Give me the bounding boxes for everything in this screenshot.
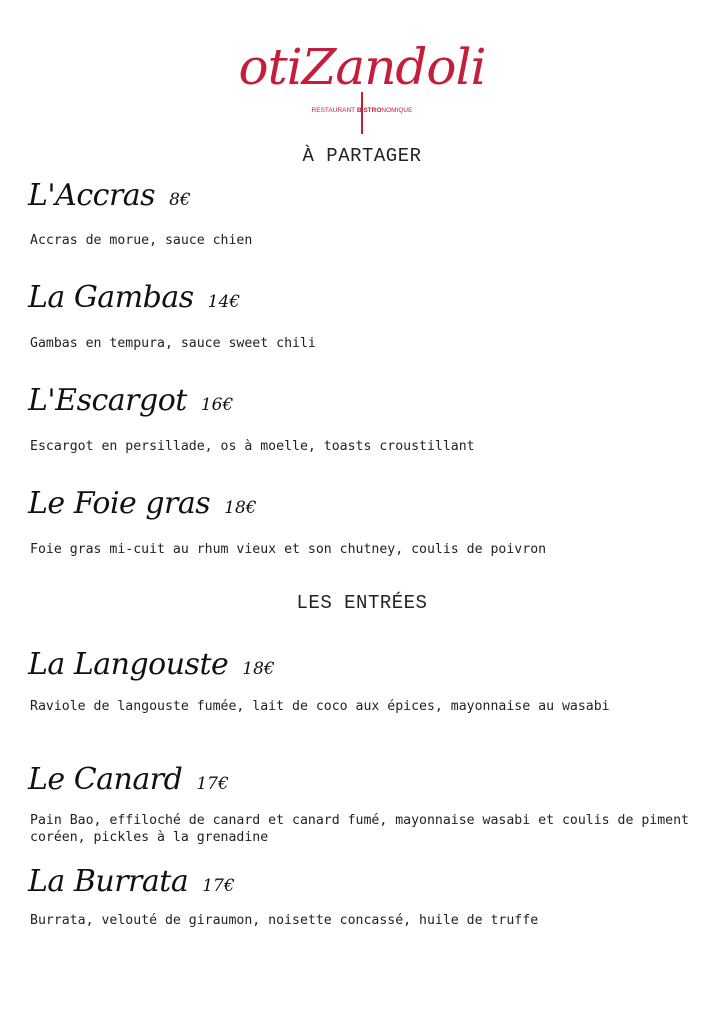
menu-item-description: Raviole de langouste fumée, lait de coco aux épices, mayonnaise au wasabi [30,699,610,714]
menu-item-title [28,383,233,418]
menu-item-name: Le Canard [28,762,183,797]
menu-item-title [28,762,229,797]
menu-item-price: 16€ [200,395,234,415]
menu-item-title [28,647,275,682]
menu-item-name: L'Escargot [28,383,187,418]
section-title-a-partager: À PARTAGER [302,145,422,167]
menu-item-name: La Burrata [28,864,189,899]
menu-item-title [28,864,235,899]
menu-item-name: La Gambas [28,280,194,315]
menu-item-description: Escargot en persillade, os à moelle, toasts croustillant [30,439,475,454]
section-title-les-entrees: LES ENTRÉES [296,592,428,614]
menu-item-name: L'Accras [28,178,156,213]
menu-item-price: 14€ [207,292,241,312]
menu-item-description: Burrata, velouté de giraumon, noisette concassé, huile de truffe [30,913,539,928]
menu-item-description: Pain Bao, effiloché de canard et canard fumé, mayonnaise wasabi et coulis de piment coréen, pickles à la grenadine [30,813,689,845]
menu-item-price: 18€ [242,659,275,679]
menu-item-description: Foie gras mi-cuit au rhum vieux et son chutney, coulis de poivron [30,542,547,557]
menu-item-name: La Langouste [28,647,229,682]
menu-item-price: 17€ [202,876,235,896]
menu-item-title [28,280,240,315]
menu-item-price: 8€ [169,190,191,210]
menu-item-price: 17€ [196,774,229,794]
menu-item-description: Accras de morue, sauce chien [30,233,253,248]
menu-item-title [28,486,257,521]
logo-tagline: RESTAURANT BISTRONOMIQUE [311,107,413,114]
menu-item-title [28,178,191,213]
menu-item-description: Gambas en tempura, sauce sweet chili [30,336,316,351]
menu-item-price: 18€ [224,498,257,518]
logo-wordmark: otiZandoli [238,38,486,96]
restaurant-logo [238,22,486,142]
menu-item-name: Le Foie gras [28,486,211,521]
